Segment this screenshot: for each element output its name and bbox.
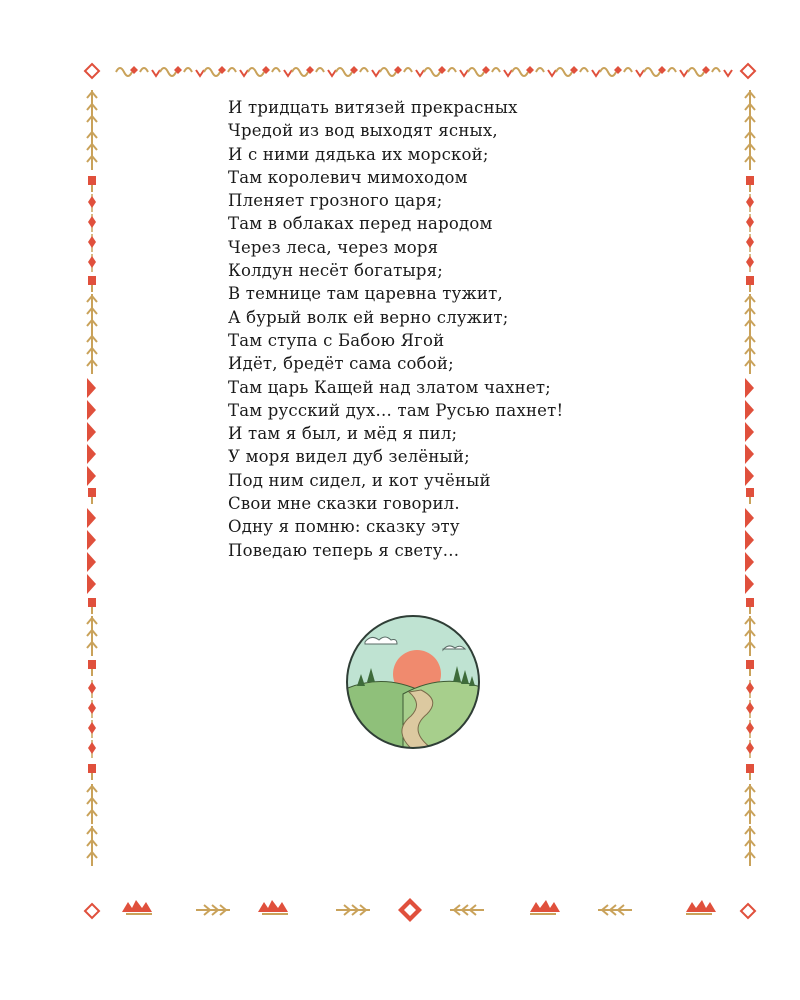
poem-line: Там ступа с Бабою Ягой	[228, 330, 445, 350]
landscape-vignette	[343, 612, 483, 752]
right-border	[745, 90, 755, 866]
poem-line: Там королевич мимоходом	[228, 167, 468, 187]
top-border	[116, 66, 732, 76]
poem-line: Там русский дух… там Русью пахнет!	[228, 400, 564, 420]
poem-line: Под ним сидел, и кот учёный	[228, 470, 491, 490]
poem-line: Там в облаках перед народом	[228, 214, 493, 234]
corner-diamond-top-left	[85, 64, 99, 78]
poem-line: Колдун несёт богатыря;	[228, 261, 443, 281]
left-border	[87, 90, 97, 866]
poem-line: Через леса, через моря	[228, 237, 439, 257]
corner-diamond-top-right	[741, 64, 755, 78]
corner-diamond-bottom-left	[85, 904, 99, 918]
poem-line: Идёт, бредёт сама собой;	[228, 354, 454, 374]
poem-line: Пленяет грозного царя;	[228, 191, 443, 211]
poem-text	[228, 96, 688, 562]
poem-line: Чредой из вод выходят ясных,	[228, 121, 498, 141]
poem-line: В темнице там царевна тужит,	[228, 284, 503, 304]
corner-diamond-bottom-right	[741, 904, 755, 918]
poem-line: Поведаю теперь я свету…	[228, 540, 460, 560]
bottom-border	[122, 898, 716, 922]
poem-line: И там я был, и мёд я пил;	[228, 424, 458, 444]
poem-line: И с ними дядька их морской;	[228, 144, 489, 164]
poem-line: Там царь Кащей над златом чахнет;	[228, 377, 551, 397]
poem-line: А бурый волк ей верно служит;	[228, 307, 509, 327]
poem-line: И тридцать витязей прекрасных	[228, 98, 518, 117]
poem-line: У моря видел дуб зелёный;	[228, 447, 470, 467]
poem-line: Одну я помню: сказку эту	[228, 517, 460, 537]
poem-line: Свои мне сказки говорил.	[228, 494, 460, 514]
